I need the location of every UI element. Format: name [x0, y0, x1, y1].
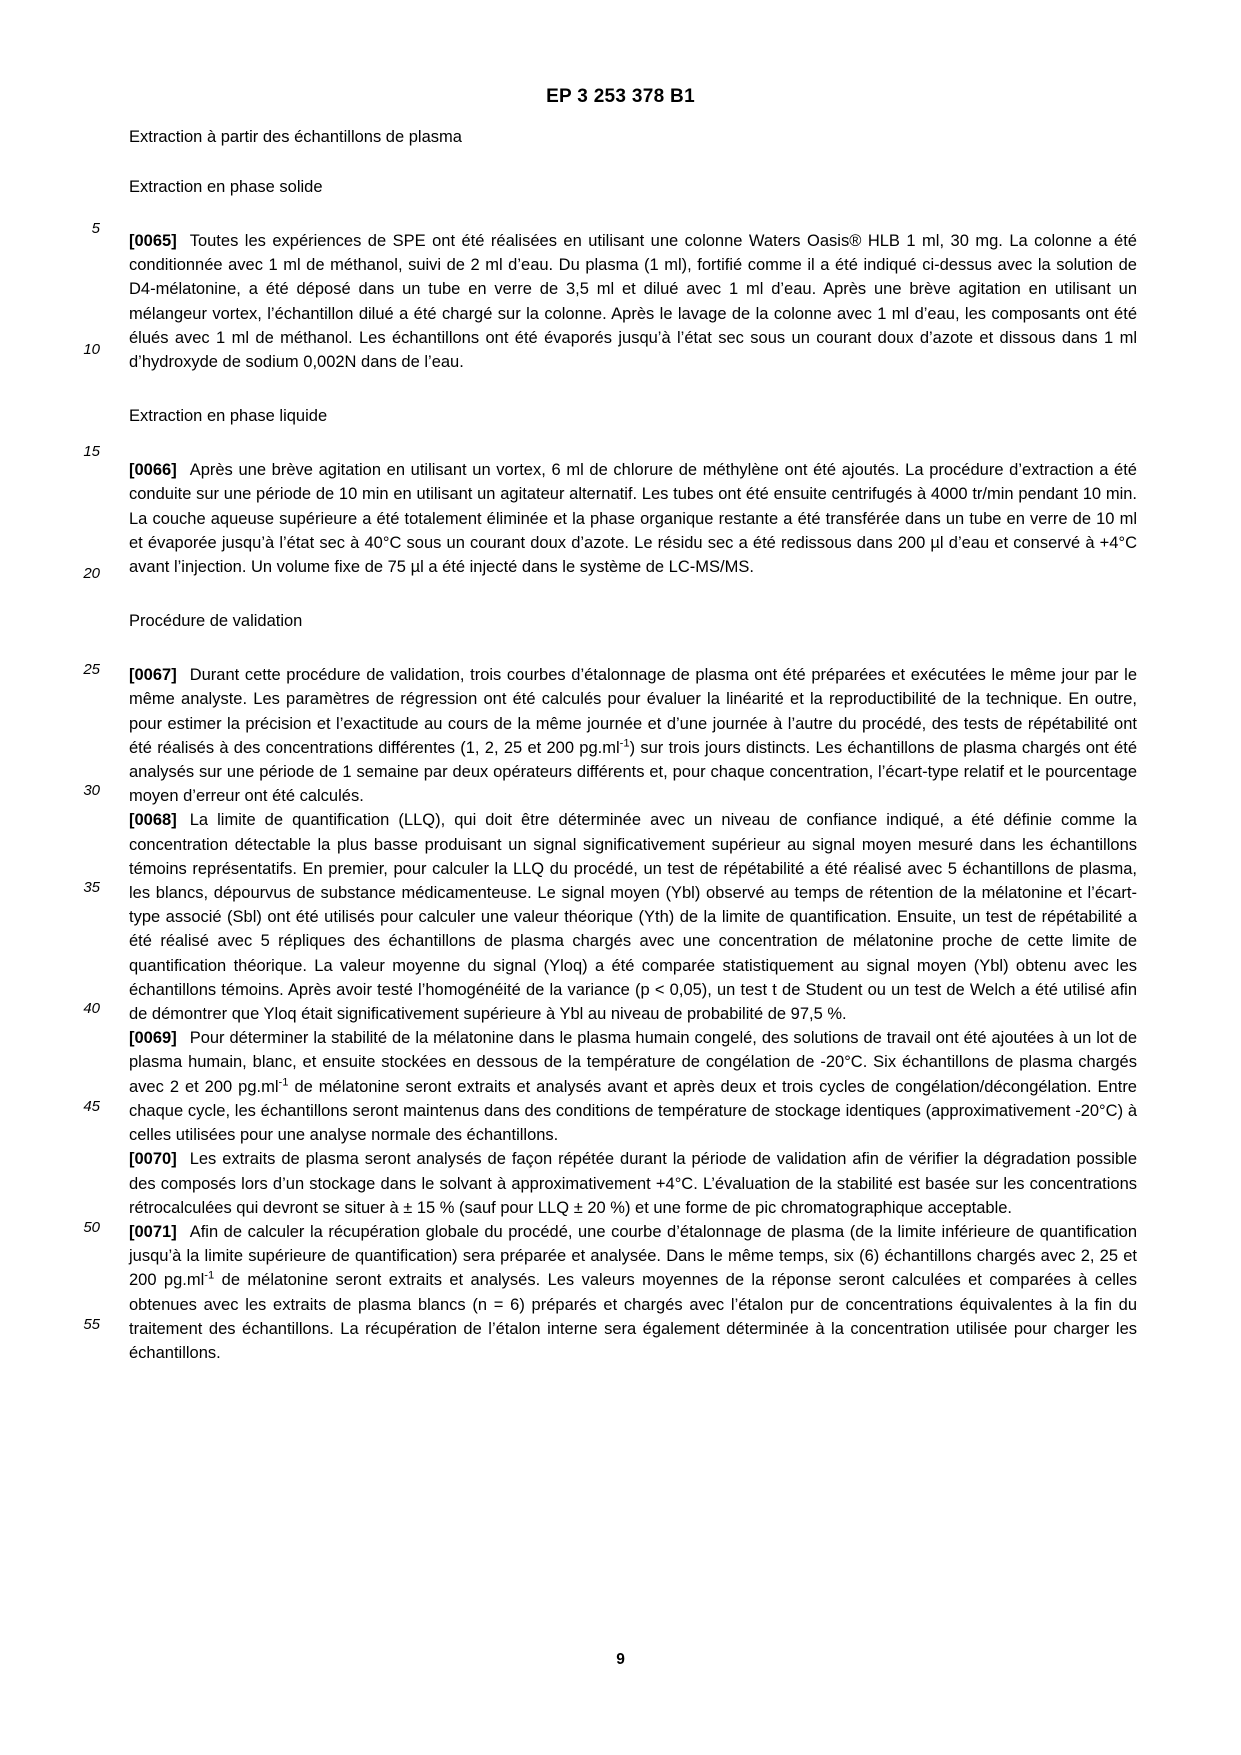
- heading-extraction-liquide: Extraction en phase liquide: [129, 407, 328, 426]
- paragraph-0071: [129, 1220, 1137, 1365]
- line-number-20: 20: [83, 565, 100, 582]
- paragraph-0066: [129, 458, 1137, 579]
- line-number-40: 40: [83, 1000, 100, 1017]
- paragraph-text-0065: Toutes les expériences de SPE ont été réalisées en utilisant une colonne Waters Oasis® HLB 1 ml, 30 mg. La colonne a été conditionnée avec 1 ml de méthanol, suivi de 2 ml d’eau. Du plasma (1 ml), fortifié comme il a été indiqué ci-dessus avec la solution de D4-mélatonine, a été déposé dans un tube en verre de 3,5 ml et dilué avec 1 ml d’eau. Après une brève agitation en utilisant un mélangeur vortex, l’échantillon dilué a été chargé sur la colonne. Après le lavage de la colonne avec 1 ml d’eau, les composants ont été élués avec 1 ml de méthanol. Les échantillons ont été évaporés jusqu’à l’état sec sous un courant doux d’azote et dissous dans 1 ml d’hydroxyde de sodium 0,002N dans de l’eau.: [129, 232, 1137, 372]
- line-number-30: 30: [83, 782, 100, 799]
- paragraph-text-0067-part1: Durant cette procédure de validation, trois courbes d’étalonnage de plasma ont été préparées et exécutées le même jour par le même analyste. Les paramètres de régression ont été calculés pour évaluer la linéarité et la reproductibilité de la technique. En outre, pour estimer la précision et l’exactitude au cours de la même journée et d’une journée à l’autre du procédé, des tests de répétabilité ont été réalisés à des concentrations différentes (1, 2, 25 et 200 pg.ml: [129, 666, 1137, 757]
- paragraph-text-0071-part1: Afin de calculer la récupération globale du procédé, une courbe d’étalonnage de plasma (de la limite inférieure de quantification jusqu’à la limite supérieure de quantification) sera préparée et analysée. Dans le même temps, six (6) échantillons chargés avec 2, 25 et 200 pg.ml: [129, 1222, 1137, 1290]
- paragraph-tag-0068: [0068]: [129, 811, 177, 830]
- spacer: [129, 374, 1137, 404]
- paragraph-text-0066-part3: a été injecté dans le système de LC-MS/MS.: [423, 558, 754, 577]
- line-number-column: [78, 125, 118, 1375]
- unit-microliter-1: µl: [930, 533, 944, 552]
- line-number-35: 35: [83, 879, 100, 896]
- paragraph-text-0066-part1: Après une brève agitation en utilisant un vortex, 6 ml de chlorure de méthylène ont été ajoutés. La procédure d’extraction a été conduite sur une période de 10 min en utilisant un agitateur alternatif. Les tubes ont été ensuite centrifugés à 4000 tr/min pendant 10 min. La couche aqueuse supérieure a été totalement éliminée et la phase organique restante a été transférée dans un tube en verre de 10 ml et évaporée jusqu’à l’état sec à 40°C sous un courant doux d’azote. Le résidu sec a été redissous dans 200: [129, 461, 1137, 552]
- paragraph-text-0068: La limite de quantification (LLQ), qui doit être déterminée avec un niveau de confiance indiqué, a été définie comme la concentration détectable la plus basse produisant un signal significativement supérieur au signal moyen mesuré dans les échantillons témoins représentatifs. En premier, pour calculer la LLQ du procédé, un test de répétabilité a été réalisé avec 5 échantillons de plasma, les blancs, dépourvus de substance médicamenteuse. Le signal moyen (Ybl) observé au temps de rétention de la mélatonine et l’écart-type associé (Sbl) ont été utilisés pour calculer une valeur théorique (Yth) de la limite de quantification. Ensuite, un test de répétabilité a été réalisé avec 5 répliques des échantillons de plasma chargés avec une concentration de mélatonine proche de cette limite de quantification théorique. La valeur moyenne du signal (Yloq) a été comparée statistiquement au signal moyen (Ybl) obtenu avec les échantillons témoins. Après avoir testé l’homogénéité de la variance (p < 0,05), un test t de Student ou un test de Welch a été utilisé afin de démontrer que Yloq était significativement supérieure à Ybl au niveau de probabilité de 97,5 %.: [129, 811, 1137, 1024]
- superscript-exponent-1: -1: [619, 737, 630, 750]
- line-number-10: 10: [83, 341, 100, 358]
- line-number-5: 5: [91, 220, 100, 237]
- paragraph-0069: [129, 1026, 1137, 1147]
- paragraph-tag-0070: [0070]: [129, 1150, 177, 1169]
- paragraph-0065: [129, 229, 1137, 374]
- spacer: [129, 633, 1137, 663]
- paragraph-0068: [129, 808, 1137, 1026]
- paragraph-text-0069-part2: de mélatonine seront extraits et analysés avant et après deux et trois cycles de congélation/décongélation. Entre chaque cycle, les échantillons seront maintenus dans des conditions de température de stockage identiques (approximativement -20°C) à celles utilisées pour une analyse normale des échantillons.: [129, 1077, 1137, 1145]
- page-number: 9: [616, 1651, 625, 1668]
- paragraph-text-0070: Les extraits de plasma seront analysés de façon répétée durant la période de validation afin de vérifier la dégradation possible des composés lors d’un stockage dans le solvant à approximativement +4°C. L’évaluation de la stabilité est basée sur les concentrations rétrocalculées qui devront se situer à ± 15 % (sauf pour LLQ ± 20 %) et une forme de pic chromatographique acceptable.: [129, 1150, 1137, 1217]
- paragraph-text-0066-part2: d’eau et conservé à +4°C avant l’injection. Un volume fixe de 75: [129, 533, 1137, 577]
- paragraph-0067: [129, 663, 1137, 808]
- heading-extraction-plasma: Extraction à partir des échantillons de plasma: [129, 128, 462, 146]
- unit-microliter-2: µl: [410, 558, 424, 577]
- superscript-exponent-3: -1: [204, 1269, 215, 1282]
- paragraph-text-0071-part2: de mélatonine seront extraits et analysés. Les valeurs moyennes de la réponse seront calculées et comparées à celles obtenues avec les extraits de plasma blancs (n = 6) préparés et chargés avec l’étalon pur de concentrations équivalentes à la fin du traitement des échantillons. La récupération de l’étalon interne sera également déterminée à la concentration utilisée pour charger les échantillons.: [129, 1271, 1138, 1362]
- spacer: [129, 149, 1137, 175]
- paragraph-tag-0065: [0065]: [129, 232, 177, 250]
- line-number-25: 25: [83, 661, 100, 678]
- line-number-50: 50: [83, 1219, 100, 1236]
- paragraph-tag-0067: [0067]: [129, 666, 177, 685]
- superscript-exponent-2: -1: [278, 1076, 289, 1089]
- spacer: [129, 579, 1137, 609]
- paragraph-text-0067-part2: ) sur trois jours distincts. Les échantillons de plasma chargés ont été analysés sur une période de 1 semaine par deux opérateurs différents et, pour chaque concentration, l’écart-type relatif et le pourcentage moyen d’erreur ont été calculés.: [129, 738, 1137, 806]
- spacer: [129, 199, 1137, 229]
- line-number-45: 45: [83, 1098, 100, 1115]
- paragraph-tag-0069: [0069]: [129, 1029, 177, 1048]
- paragraph-tag-0066: [0066]: [129, 461, 177, 480]
- paragraph-text-0069-part1: Pour déterminer la stabilité de la mélatonine dans le plasma humain congelé, des solutions de travail ont été ajoutées à un lot de plasma humain, blanc, et ensuite stockées en dessous de la température de congélation de -20°C. Six échantillons de plasma chargés avec 2 et 200 pg.ml: [129, 1029, 1137, 1096]
- document-header: EP 3 253 378 B1: [546, 86, 695, 107]
- line-number-15: 15: [83, 443, 100, 460]
- line-number-55: 55: [83, 1316, 100, 1333]
- spacer: [129, 428, 1137, 458]
- paragraph-tag-0071: [0071]: [129, 1222, 177, 1241]
- heading-extraction-solide: Extraction en phase solide: [129, 178, 323, 196]
- document-body: [129, 125, 1137, 1365]
- heading-procedure-validation: Procédure de validation: [129, 612, 303, 631]
- paragraph-0070: [129, 1147, 1137, 1220]
